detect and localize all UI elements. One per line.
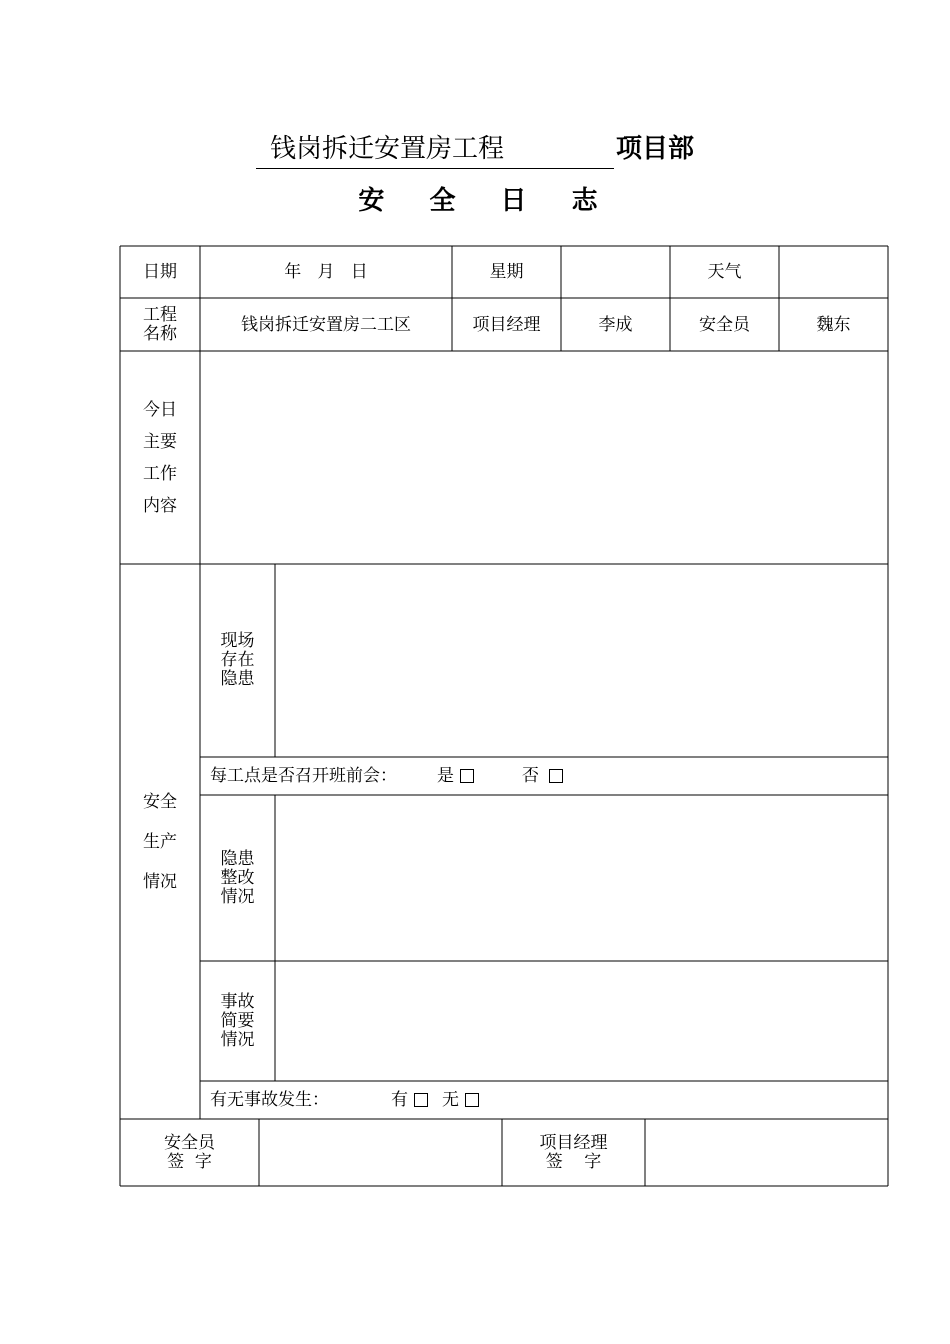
safety-officer-label: 安全员	[699, 314, 750, 335]
department-heading: 项目部	[615, 134, 694, 164]
meeting-no-label: 否	[522, 766, 539, 786]
safety-officer-field[interactable]: 魏东	[816, 314, 851, 335]
signature-label-line: 签 字	[545, 1151, 602, 1172]
meeting-yes-label: 是	[437, 766, 454, 786]
rectification-field[interactable]	[275, 795, 888, 961]
pre-shift-meeting-row	[200, 757, 888, 795]
site-hazards-label-line: 存在	[220, 650, 255, 670]
work-content-label-line: 今日	[143, 399, 177, 420]
project-name-label-line: 名称	[143, 323, 177, 344]
safety-officer-signature-field[interactable]	[259, 1119, 502, 1186]
signature-label-line: 签 字	[167, 1151, 212, 1172]
site-hazards-label-line: 隐患	[220, 669, 255, 689]
safety-officer-signature-label	[120, 1119, 259, 1186]
project-manager-signature-field[interactable]	[645, 1119, 888, 1186]
accident-yes-label: 有	[391, 1090, 408, 1110]
safety-production-label-line: 安全	[143, 791, 177, 812]
weather-field[interactable]	[779, 246, 888, 298]
weekday-field[interactable]	[561, 246, 670, 298]
pre-shift-meeting-question: 每工点是否召开班前会：	[210, 766, 397, 786]
project-name-label	[120, 298, 200, 351]
project-manager-signature-label	[502, 1119, 645, 1186]
work-content-label-line: 主要	[143, 431, 177, 452]
project-manager-label: 项目经理	[472, 314, 541, 335]
meeting-yes-checkbox[interactable]	[460, 769, 474, 783]
accident-summary-label-line: 简要	[220, 1010, 255, 1031]
accident-yes-checkbox[interactable]	[414, 1093, 428, 1107]
project-name-field[interactable]: 钱岗拆迁安置房二工区	[241, 314, 411, 335]
site-hazards-label-line: 现场	[220, 631, 255, 651]
rectification-label	[200, 795, 275, 961]
project-name-heading: 钱岗拆迁安置房工程	[256, 130, 614, 169]
accident-occurrence-question: 有无事故发生：	[210, 1090, 329, 1110]
accident-no-checkbox[interactable]	[465, 1093, 479, 1107]
accident-summary-label-line: 情况	[220, 1029, 255, 1050]
rectification-label-line: 情况	[220, 886, 255, 907]
date-label: 日期	[143, 262, 177, 282]
rectification-label-line: 隐患	[220, 848, 255, 869]
safety-production-label-line: 情况	[143, 871, 177, 892]
date-field[interactable]: 年 月 日	[284, 262, 368, 282]
work-content-label-line: 工作	[143, 463, 177, 484]
work-content-label	[120, 351, 200, 564]
rectification-label-line: 整改	[220, 867, 255, 888]
accident-summary-label	[200, 961, 275, 1081]
site-hazards-label	[200, 564, 275, 757]
weekday-label: 星期	[489, 262, 524, 282]
accident-occurrence-row	[200, 1081, 888, 1119]
weather-label: 天气	[707, 262, 742, 282]
work-content-label-line: 内容	[143, 495, 177, 516]
safety-production-label-line: 生产	[143, 831, 177, 852]
accident-no-label: 无	[442, 1090, 459, 1110]
form-title: 安 全 日 志	[358, 186, 616, 216]
signature-label-line: 项目经理	[539, 1132, 608, 1153]
project-manager-field[interactable]: 李成	[598, 314, 633, 335]
work-content-field[interactable]	[200, 351, 888, 564]
accident-summary-field[interactable]	[275, 961, 888, 1081]
signature-label-line: 安全员	[164, 1132, 215, 1153]
project-name-label-line: 工程	[143, 304, 177, 325]
site-hazards-field[interactable]	[275, 564, 888, 757]
safety-production-label	[120, 564, 200, 1119]
accident-summary-label-line: 事故	[220, 991, 255, 1012]
meeting-no-checkbox[interactable]	[549, 769, 563, 783]
